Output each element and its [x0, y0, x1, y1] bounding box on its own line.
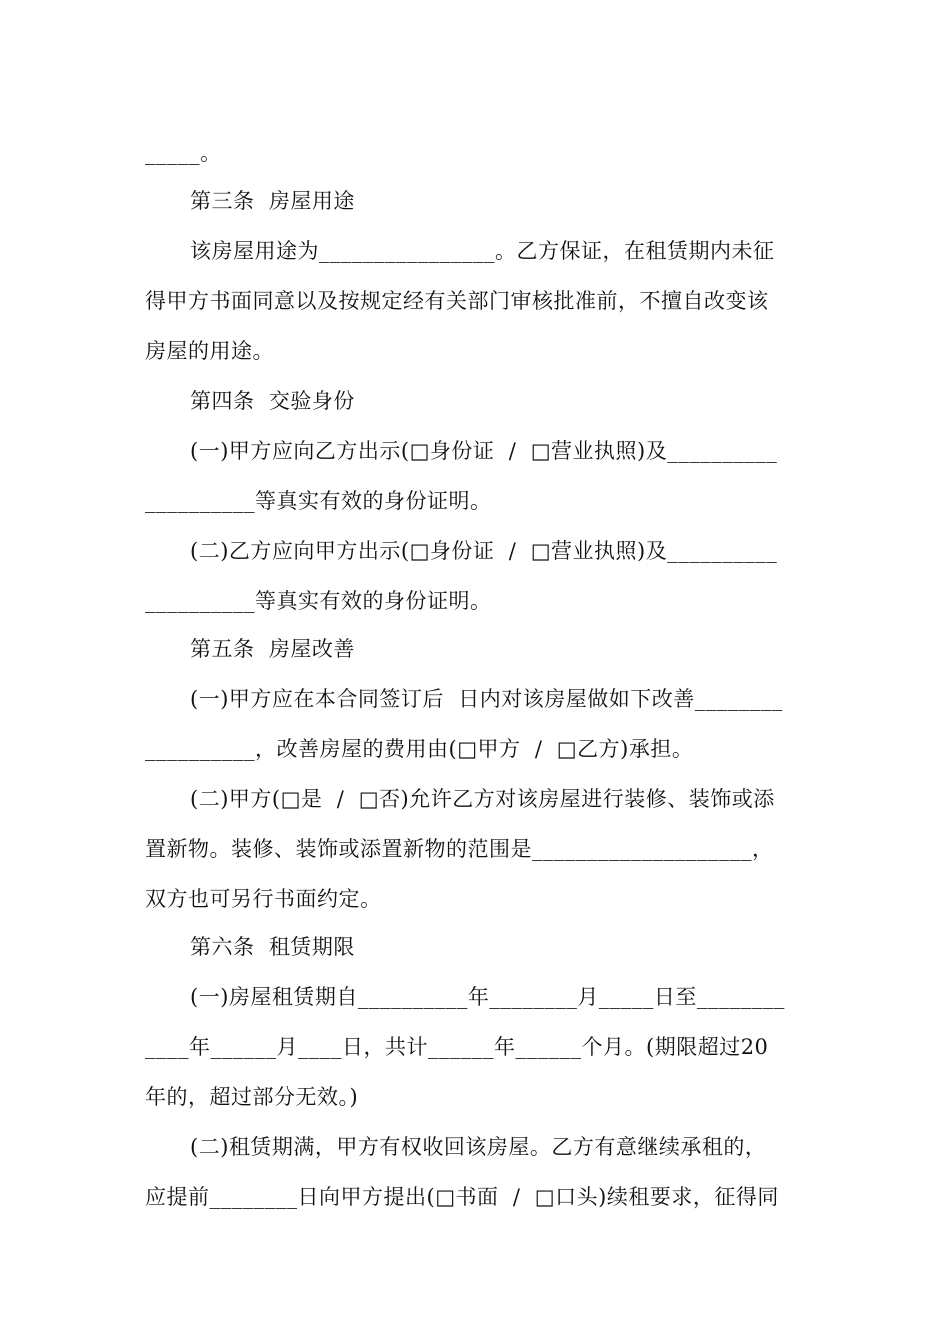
article-heading: 第四条 交验身份	[190, 389, 355, 413]
text-line: (二)甲方(□是 / □否)允许乙方对该房屋进行装修、装饰或添	[190, 787, 775, 811]
text-line: __________等真实有效的身份证明。	[145, 489, 492, 513]
text-line: 该房屋用途为________________。乙方保证，在租赁期内未征	[190, 239, 775, 263]
text-line: __________等真实有效的身份证明。	[145, 589, 492, 613]
text-line: 双方也可另行书面约定。	[145, 887, 382, 911]
text-line: 应提前________日向甲方提出(□书面 / □口头)续租要求，征得同	[145, 1185, 779, 1209]
article-heading: 第六条 租赁期限	[190, 935, 355, 959]
text-line: ____年______月____日，共计______年______个月。(期限超过20	[145, 1035, 769, 1059]
text-line: 得甲方书面同意以及按规定经有关部门审核批准前，不擅自改变该	[145, 289, 769, 313]
text-line: 年的，超过部分无效。)	[145, 1085, 359, 1109]
text-line: __________，改善房屋的费用由(□甲方 / □乙方)承担。	[145, 737, 694, 761]
text-line: (一)甲方应在本合同签订后 日内对该房屋做如下改善________	[190, 687, 783, 711]
text-line: (二)租赁期满，甲方有权收回该房屋。乙方有意继续承租的，	[190, 1135, 767, 1159]
text-line: _____。	[145, 141, 222, 165]
article-heading: 第五条 房屋改善	[190, 637, 355, 661]
text-line: 房屋的用途。	[145, 339, 274, 363]
article-heading: 第三条 房屋用途	[190, 189, 355, 213]
text-line: (一)甲方应向乙方出示(□身份证 / □营业执照)及__________	[190, 439, 778, 463]
text-line: 置新物。装修、装饰或添置新物的范围是____________________，	[145, 837, 774, 861]
text-line: (一)房屋租赁期自__________年________月_____日至________	[190, 985, 785, 1009]
text-line: (二)乙方应向甲方出示(□身份证 / □营业执照)及__________	[190, 539, 778, 563]
